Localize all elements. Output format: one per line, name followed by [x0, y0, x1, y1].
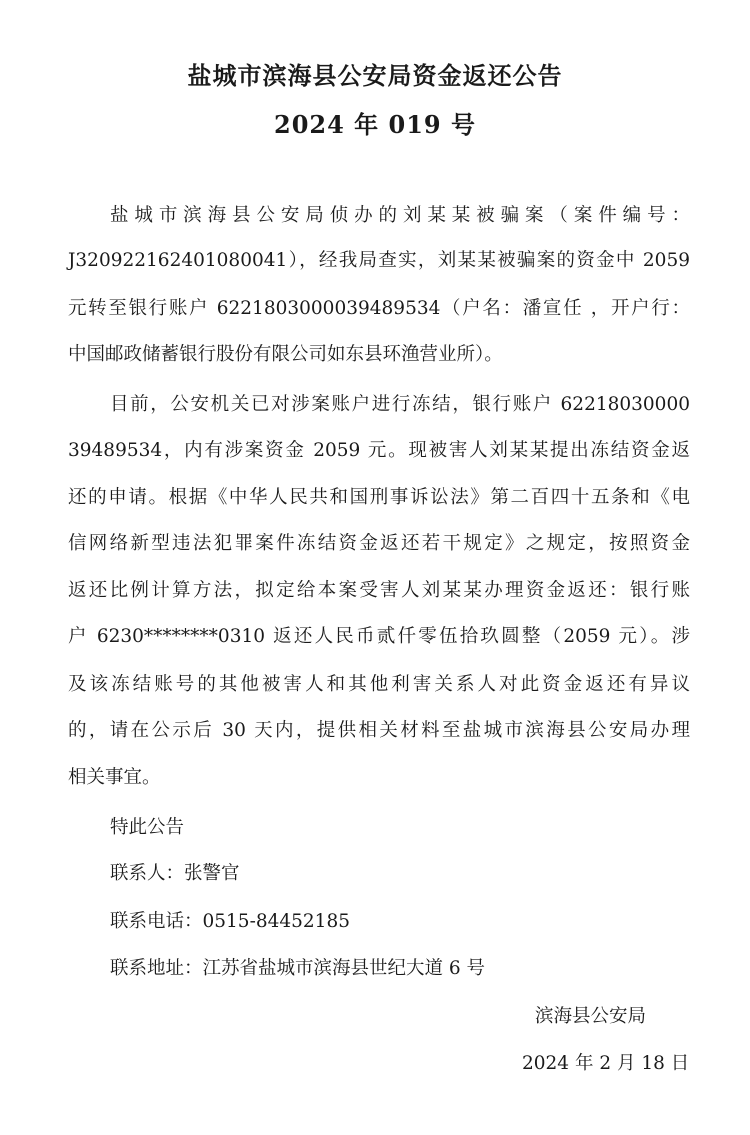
paragraph-line: 39489534，内有涉案资金 2059 元。现被害人刘某某提出冻结资金返 — [68, 440, 690, 461]
contact-phone: 联系电话：0515-84452185 — [110, 911, 350, 932]
paragraph-line: 及该冻结账号的其他被害人和其他利害关系人对此资金返还有异议 — [68, 674, 690, 695]
paragraph-line: 信网络新型违法犯罪案件冻结资金返还若干规定》之规定，按照资金 — [68, 533, 690, 554]
paragraph-line: 目前，公安机关已对涉案账户进行冻结，银行账户 62218030000 — [110, 394, 690, 415]
document-number: 2024 年 019 号 — [274, 110, 476, 139]
issuer-name: 滨海县公安局 — [535, 1006, 647, 1027]
contact-address: 联系地址：江苏省盐城市滨海县世纪大道 6 号 — [110, 958, 486, 979]
paragraph-line: 户 6230********0310 返还人民币贰仟零伍拾玖圆整（2059 元）。涉 — [68, 626, 690, 647]
paragraph-line: 还的申请。根据《中华人民共和国刑事诉讼法》第二百四十五条和《电 — [68, 487, 690, 508]
issue-date: 2024 年 2 月 18 日 — [522, 1053, 690, 1074]
paragraph-line: 相关事宜。 — [68, 767, 161, 788]
document-title: 盐城市滨海县公安局资金返还公告 — [187, 61, 563, 90]
paragraph-line: 元转至银行账户 6221803000039489534（户名：潘宣任 ，开户行： — [68, 298, 690, 319]
paragraph-line: 盐城市滨海县公安局侦办的刘某某被骗案（案件编号： — [110, 205, 690, 226]
closing-notice: 特此公告 — [110, 817, 185, 838]
contact-person: 联系人：张警官 — [110, 863, 240, 884]
paragraph-line: 中国邮政储蓄银行股份有限公司如东县环渔营业所）。 — [68, 344, 503, 365]
paragraph-line: J320922162401080041），经我局查实，刘某某被骗案的资金中 2059 — [68, 250, 690, 271]
paragraph-line: 的，请在公示后 30 天内，提供相关材料至盐城市滨海县公安局办理 — [68, 720, 690, 741]
paragraph-line: 返还比例计算方法，拟定给本案受害人刘某某办理资金返还：银行账 — [68, 580, 690, 601]
